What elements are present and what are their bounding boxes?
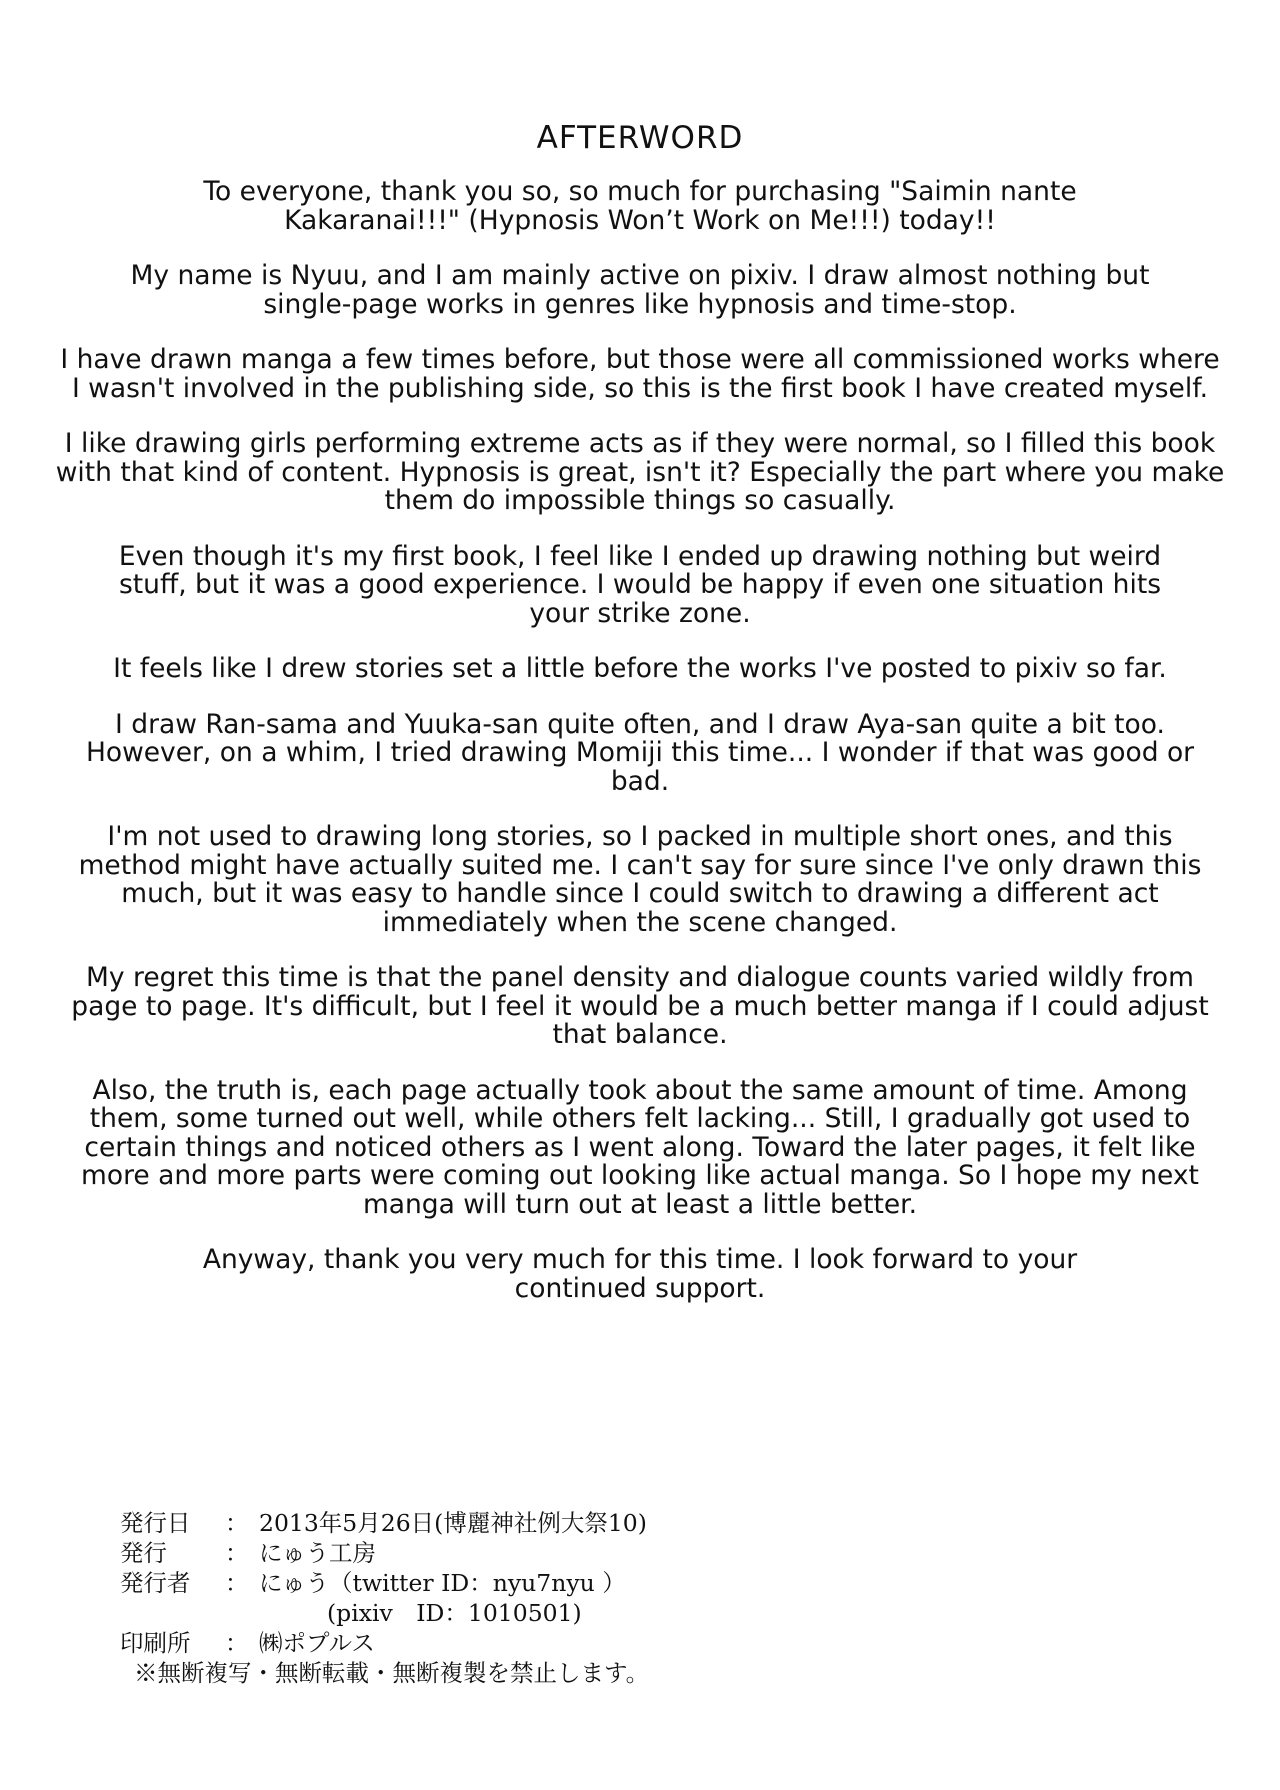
colophon-author-row [120, 1568, 649, 1598]
colon: ： [225, 1629, 249, 1657]
afterword-paragraph: Anyway, thank you very much for this time. I look forward to your continued support. [202, 1244, 1078, 1304]
afterword-paragraph: Even though it's my first book, I feel like I ended up drawing nothing but weird stuff, but it was a good experience. I would be happy if even one situation hits your strike zone. [118, 540, 1162, 629]
afterword-paragraph: Also, the truth is, each page actually took about the same amount of time. Among them, some turned out well, while others felt lacking... Still, I gradually got used to certain things and noticed others as I went along. Toward the later pages, it felt like more and more parts were coming out looking like actual manga. So I hope my next manga will turn out at least a little better. [81, 1074, 1199, 1220]
afterword-paragraph: I have drawn manga a few times before, but those were all commissioned works where I wasn't involved in the publishing side, so this is the first book I have created myself. [60, 344, 1220, 404]
printer-value: ㈱ポプルス [259, 1629, 375, 1657]
colophon-pixiv-row [120, 1598, 649, 1628]
afterword-paragraph: My name is Nyuu, and I am mainly active on pixiv. I draw almost nothing but single-page works in genres like hypnosis and time-stop. [130, 260, 1150, 320]
copyright-notice: ※無断複写・無断転載・無断複製を禁止します。 [134, 1659, 650, 1687]
colon: ： [225, 1509, 249, 1537]
colophon-publisher-row [120, 1538, 649, 1568]
publisher-label: 発行 [120, 1539, 167, 1567]
author-value: にゅう（twitter ID：nyu7nyu ） [259, 1569, 626, 1597]
afterword-paragraph: It feels like I drew stories set a little before the works I've posted to pixiv so far. [113, 653, 1167, 684]
colophon [120, 1508, 649, 1688]
publisher-value: にゅう工房 [259, 1539, 377, 1567]
colophon-printer-row [120, 1628, 649, 1658]
colophon-date-row [120, 1508, 649, 1538]
printer-label: 印刷所 [120, 1629, 191, 1657]
afterword-title: AFTERWORD [536, 120, 744, 156]
pixiv-value: (pixiv ID：1010501) [327, 1599, 582, 1627]
afterword-paragraph: I like drawing girls performing extreme acts as if they were normal, so I filled this book with that kind of content. Hypnosis is great, isn't it? Especially the part where you make them do impossible things so casually. [55, 428, 1225, 516]
afterword-paragraph: I'm not used to drawing long stories, so I packed in multiple short ones, and this method might have actually suited me. I can't say for sure since I've only drawn this much, but it was easy to handle since I could switch to drawing a different act immediately when the scene changed. [78, 821, 1202, 938]
author-label: 発行者 [120, 1569, 191, 1597]
afterword-paragraph: My regret this time is that the panel density and dialogue counts varied wildly from page to page. It's difficult, but I feel it would be a much better manga if I could adjust that balance. [71, 962, 1209, 1050]
afterword-section [55, 118, 1225, 1330]
colon: ： [225, 1539, 249, 1567]
afterword-paragraph: To everyone, thank you so, so much for purchasing "Saimin nante Kakaranai!!!" (Hypnosis Won’t Work on Me!!!) today!! [203, 176, 1077, 236]
date-label: 発行日 [120, 1509, 191, 1537]
date-value: 2013年5月26日(博麗神社例大祭10) [259, 1509, 647, 1537]
colon: ： [225, 1569, 249, 1597]
afterword-paragraph: I draw Ran-sama and Yuuka-san quite often, and I draw Aya-san quite a bit too. However, on a whim, I tried drawing Momiji this time... I wonder if that was good or bad. [85, 708, 1195, 797]
